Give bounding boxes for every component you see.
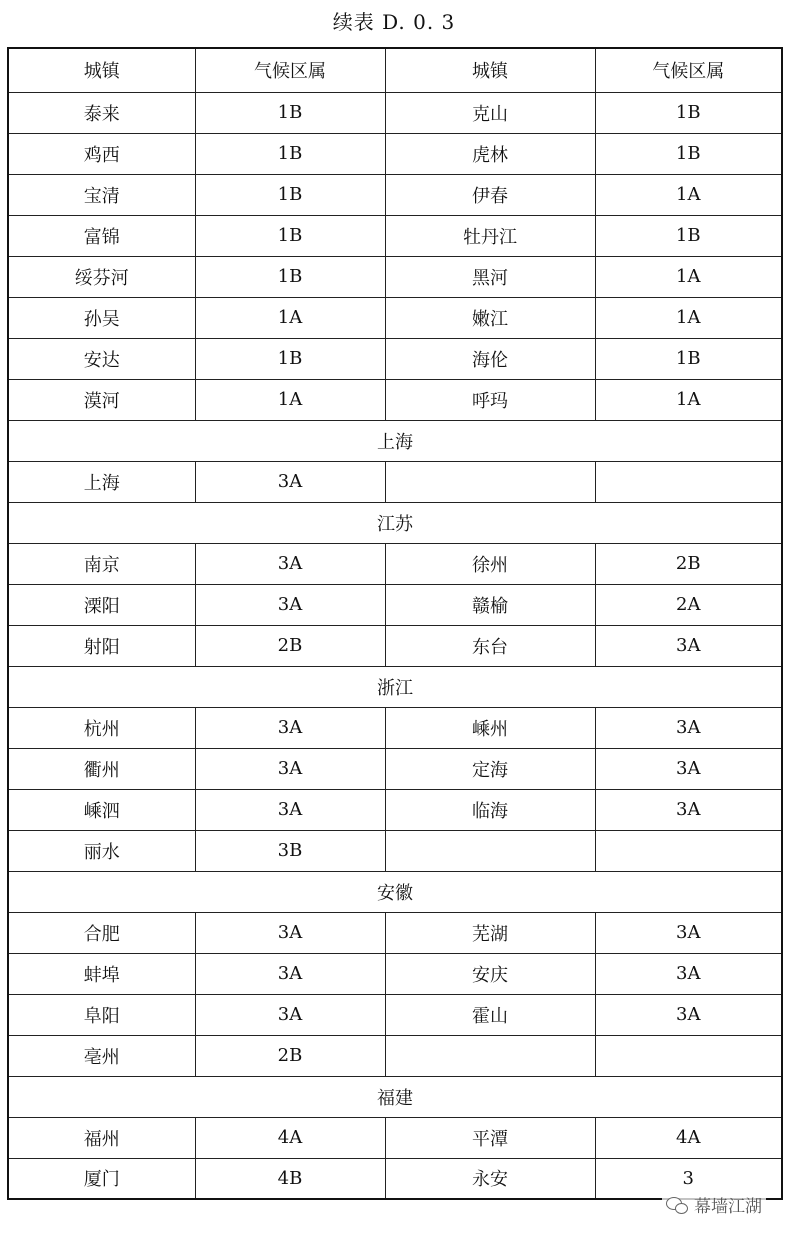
climate-zone-cell: 3A: [595, 707, 782, 748]
climate-zone-cell: 1B: [195, 133, 385, 174]
city-cell: 南京: [8, 543, 195, 584]
city-cell: [385, 830, 595, 871]
table-row: [8, 953, 782, 994]
table-row: [8, 748, 782, 789]
climate-zone-cell: 4B: [195, 1158, 385, 1199]
climate-zone-cell: 1B: [195, 215, 385, 256]
table-row: [8, 297, 782, 338]
climate-zone-cell: 3A: [595, 748, 782, 789]
table-title: 续表 D. 0. 3: [332, 10, 456, 34]
climate-zone-cell: 2B: [195, 1035, 385, 1076]
province-section-row: [8, 666, 782, 707]
city-cell: 徐州: [385, 543, 595, 584]
city-cell: [385, 461, 595, 502]
city-cell: 海伦: [385, 338, 595, 379]
header-city-1: 城镇: [8, 48, 195, 92]
city-cell: 丽水: [8, 830, 195, 871]
city-cell: 虎林: [385, 133, 595, 174]
city-cell: 溧阳: [8, 584, 195, 625]
climate-zone-table: [7, 47, 783, 1200]
city-cell: 杭州: [8, 707, 195, 748]
climate-zone-cell: 3A: [195, 748, 385, 789]
city-cell: 平潭: [385, 1117, 595, 1158]
climate-zone-cell: 1A: [595, 379, 782, 420]
city-cell: 东台: [385, 625, 595, 666]
city-cell: [385, 1035, 595, 1076]
city-cell: 永安: [385, 1158, 595, 1199]
climate-zone-cell: 3A: [595, 789, 782, 830]
city-cell: 临海: [385, 789, 595, 830]
province-section-label: 安徽: [8, 871, 782, 912]
climate-zone-cell: 1B: [195, 92, 385, 133]
climate-zone-cell: [595, 830, 782, 871]
city-cell: 宝清: [8, 174, 195, 215]
wechat-icon: [666, 1196, 688, 1214]
climate-zone-cell: [595, 461, 782, 502]
climate-zone-cell: [595, 1035, 782, 1076]
city-cell: 赣榆: [385, 584, 595, 625]
city-cell: 嵊州: [385, 707, 595, 748]
city-cell: 克山: [385, 92, 595, 133]
province-section-row: [8, 420, 782, 461]
climate-zone-cell: 3: [595, 1158, 782, 1199]
climate-zone-cell: 1A: [595, 256, 782, 297]
table-row: [8, 625, 782, 666]
table-row: [8, 174, 782, 215]
city-cell: 定海: [385, 748, 595, 789]
table-row: [8, 379, 782, 420]
province-section-label: 江苏: [8, 502, 782, 543]
climate-zone-cell: 1A: [195, 379, 385, 420]
climate-zone-cell: 3A: [595, 994, 782, 1035]
city-cell: 富锦: [8, 215, 195, 256]
city-cell: 嫩江: [385, 297, 595, 338]
table-row: [8, 215, 782, 256]
climate-zone-cell: 1B: [595, 338, 782, 379]
climate-zone-cell: 3A: [595, 912, 782, 953]
watermark-text: 幕墙江湖: [694, 1197, 762, 1217]
table-row: [8, 543, 782, 584]
climate-zone-cell: 3B: [195, 830, 385, 871]
watermark: [662, 1191, 766, 1218]
province-section-label: 浙江: [8, 666, 782, 707]
climate-zone-table-container: [7, 47, 781, 1200]
climate-zone-cell: 1B: [595, 133, 782, 174]
header-row: [8, 48, 782, 92]
climate-zone-cell: 3A: [195, 584, 385, 625]
climate-zone-cell: 1B: [195, 174, 385, 215]
header-city-2: 城镇: [385, 48, 595, 92]
province-section-label: 福建: [8, 1076, 782, 1117]
city-cell: 呼玛: [385, 379, 595, 420]
city-cell: 安达: [8, 338, 195, 379]
province-section-row: [8, 502, 782, 543]
climate-zone-cell: 3A: [595, 953, 782, 994]
table-row: [8, 912, 782, 953]
table-row: [8, 1035, 782, 1076]
climate-zone-cell: 4A: [195, 1117, 385, 1158]
city-cell: 黑河: [385, 256, 595, 297]
city-cell: 牡丹江: [385, 215, 595, 256]
province-section-label: 上海: [8, 420, 782, 461]
climate-zone-cell: 1B: [595, 92, 782, 133]
city-cell: 芜湖: [385, 912, 595, 953]
table-row: [8, 256, 782, 297]
climate-zone-cell: 3A: [195, 543, 385, 584]
climate-zone-cell: 3A: [195, 994, 385, 1035]
table-row: [8, 830, 782, 871]
city-cell: 绥芬河: [8, 256, 195, 297]
header-climate-zone-2: 气候区属: [595, 48, 782, 92]
table-row: [8, 1117, 782, 1158]
city-cell: 厦门: [8, 1158, 195, 1199]
climate-zone-cell: 3A: [195, 789, 385, 830]
city-cell: 射阳: [8, 625, 195, 666]
city-cell: 漠河: [8, 379, 195, 420]
table-row: [8, 994, 782, 1035]
climate-zone-cell: 2A: [595, 584, 782, 625]
table-row: [8, 133, 782, 174]
table-row: [8, 461, 782, 502]
climate-zone-cell: 1A: [595, 174, 782, 215]
table-row: [8, 92, 782, 133]
header-climate-zone-1: 气候区属: [195, 48, 385, 92]
city-cell: 亳州: [8, 1035, 195, 1076]
climate-zone-cell: 3A: [595, 625, 782, 666]
city-cell: 蚌埠: [8, 953, 195, 994]
table-row: [8, 789, 782, 830]
climate-zone-cell: 1B: [595, 215, 782, 256]
climate-zone-cell: 2B: [595, 543, 782, 584]
climate-zone-cell: 1B: [195, 338, 385, 379]
city-cell: 孙吴: [8, 297, 195, 338]
city-cell: 嵊泗: [8, 789, 195, 830]
city-cell: 安庆: [385, 953, 595, 994]
climate-zone-cell: 4A: [595, 1117, 782, 1158]
climate-zone-cell: 3A: [195, 707, 385, 748]
table-row: [8, 584, 782, 625]
city-cell: 上海: [8, 461, 195, 502]
city-cell: 衢州: [8, 748, 195, 789]
city-cell: 伊春: [385, 174, 595, 215]
city-cell: 鸡西: [8, 133, 195, 174]
climate-zone-cell: 2B: [195, 625, 385, 666]
city-cell: 霍山: [385, 994, 595, 1035]
city-cell: 泰来: [8, 92, 195, 133]
province-section-row: [8, 1076, 782, 1117]
climate-zone-cell: 3A: [195, 461, 385, 502]
table-row: [8, 707, 782, 748]
city-cell: 福州: [8, 1117, 195, 1158]
city-cell: 阜阳: [8, 994, 195, 1035]
climate-zone-cell: 1A: [595, 297, 782, 338]
province-section-row: [8, 871, 782, 912]
city-cell: 合肥: [8, 912, 195, 953]
climate-zone-cell: 3A: [195, 953, 385, 994]
climate-zone-cell: 3A: [195, 912, 385, 953]
climate-zone-cell: 1B: [195, 256, 385, 297]
table-body: [8, 92, 782, 1199]
table-row: [8, 338, 782, 379]
climate-zone-cell: 1A: [195, 297, 385, 338]
